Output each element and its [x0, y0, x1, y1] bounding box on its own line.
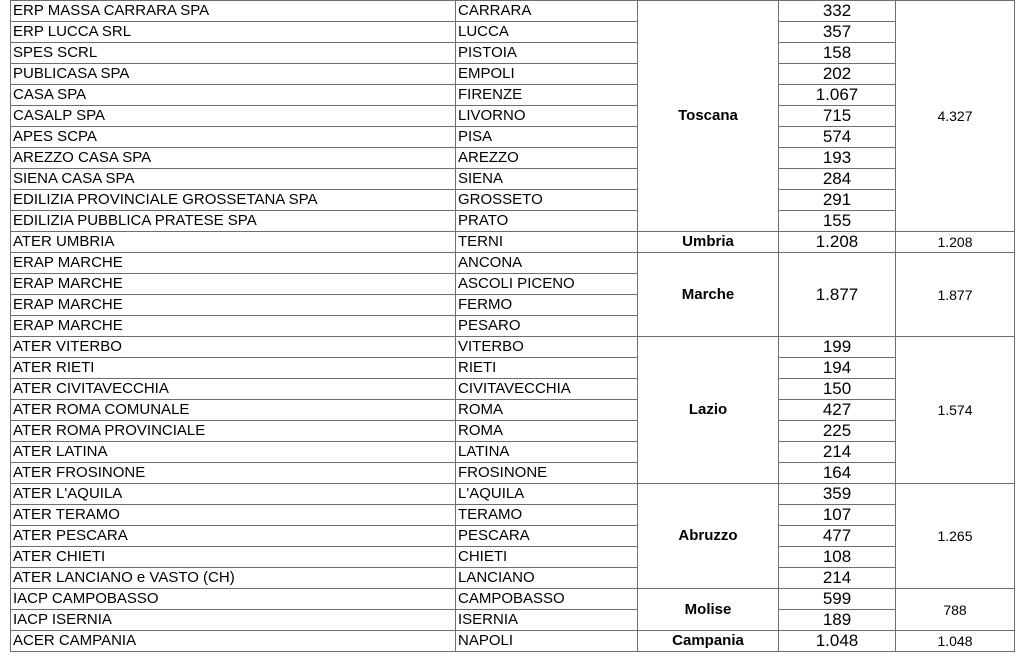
- region-cell: Campania: [638, 631, 779, 652]
- region-total-cell: 1.574: [896, 337, 1015, 484]
- value-cell: 155: [779, 211, 896, 232]
- table-row: [11, 127, 1015, 148]
- value-cell: 194: [779, 358, 896, 379]
- city-cell: TERAMO: [456, 505, 638, 526]
- agency-name-cell: ATER L'AQUILA: [11, 484, 456, 505]
- region-cell: Umbria: [638, 232, 779, 253]
- agency-name-cell: ERP LUCCA SRL: [11, 22, 456, 43]
- city-cell: CIVITAVECCHIA: [456, 379, 638, 400]
- region-total-cell: 4.327: [896, 1, 1015, 232]
- value-cell: 214: [779, 442, 896, 463]
- table-row: [11, 400, 1015, 421]
- table-row: [11, 547, 1015, 568]
- agency-name-cell: ATER RIETI: [11, 358, 456, 379]
- city-cell: VITERBO: [456, 337, 638, 358]
- city-cell: ANCONA: [456, 253, 638, 274]
- city-cell: CHIETI: [456, 547, 638, 568]
- city-cell: AREZZO: [456, 148, 638, 169]
- city-cell: ROMA: [456, 421, 638, 442]
- value-cell: 1.877: [779, 253, 896, 337]
- value-cell: 108: [779, 547, 896, 568]
- city-cell: PISA: [456, 127, 638, 148]
- table-row: [11, 1, 1015, 22]
- agency-name-cell: ATER PESCARA: [11, 526, 456, 547]
- value-cell: 193: [779, 148, 896, 169]
- table-row: [11, 442, 1015, 463]
- city-cell: CAMPOBASSO: [456, 589, 638, 610]
- table-row: [11, 64, 1015, 85]
- table-row: [11, 631, 1015, 652]
- city-cell: LANCIANO: [456, 568, 638, 589]
- table-row: [11, 610, 1015, 631]
- agency-name-cell: ATER UMBRIA: [11, 232, 456, 253]
- city-cell: PRATO: [456, 211, 638, 232]
- agency-name-cell: SPES SCRL: [11, 43, 456, 64]
- value-cell: 332: [779, 1, 896, 22]
- city-cell: PESARO: [456, 316, 638, 337]
- agency-name-cell: ATER CHIETI: [11, 547, 456, 568]
- city-cell: FIRENZE: [456, 85, 638, 106]
- value-cell: 715: [779, 106, 896, 127]
- table-row: [11, 85, 1015, 106]
- agency-name-cell: AREZZO CASA SPA: [11, 148, 456, 169]
- region-total-cell: 1.265: [896, 484, 1015, 589]
- table-row: [11, 526, 1015, 547]
- agency-name-cell: APES SCPA: [11, 127, 456, 148]
- table-row: [11, 358, 1015, 379]
- city-cell: ASCOLI PICENO: [456, 274, 638, 295]
- city-cell: ROMA: [456, 400, 638, 421]
- city-cell: RIETI: [456, 358, 638, 379]
- value-cell: 164: [779, 463, 896, 484]
- value-cell: 291: [779, 190, 896, 211]
- table-row: [11, 379, 1015, 400]
- city-cell: FERMO: [456, 295, 638, 316]
- table-row: [11, 337, 1015, 358]
- table-row: [11, 589, 1015, 610]
- city-cell: NAPOLI: [456, 631, 638, 652]
- city-cell: TERNI: [456, 232, 638, 253]
- value-cell: 359: [779, 484, 896, 505]
- agency-name-cell: ATER ROMA COMUNALE: [11, 400, 456, 421]
- city-cell: EMPOLI: [456, 64, 638, 85]
- table-row: [11, 169, 1015, 190]
- agency-name-cell: IACP ISERNIA: [11, 610, 456, 631]
- agency-name-cell: ATER TERAMO: [11, 505, 456, 526]
- value-cell: 150: [779, 379, 896, 400]
- city-cell: L'AQUILA: [456, 484, 638, 505]
- city-cell: LATINA: [456, 442, 638, 463]
- agency-name-cell: ERAP MARCHE: [11, 274, 456, 295]
- city-cell: CARRARA: [456, 1, 638, 22]
- region-total-cell: 1.877: [896, 253, 1015, 337]
- city-cell: SIENA: [456, 169, 638, 190]
- table-row: [11, 484, 1015, 505]
- city-cell: GROSSETO: [456, 190, 638, 211]
- value-cell: 477: [779, 526, 896, 547]
- table-row: [11, 106, 1015, 127]
- table-body: [11, 1, 1015, 652]
- agency-name-cell: ATER CIVITAVECCHIA: [11, 379, 456, 400]
- region-cell: Toscana: [638, 1, 779, 232]
- agency-name-cell: ERAP MARCHE: [11, 295, 456, 316]
- agency-name-cell: ATER LANCIANO e VASTO (CH): [11, 568, 456, 589]
- agency-name-cell: ATER FROSINONE: [11, 463, 456, 484]
- value-cell: 574: [779, 127, 896, 148]
- agency-name-cell: ATER ROMA PROVINCIALE: [11, 421, 456, 442]
- table-row: [11, 190, 1015, 211]
- region-cell: Lazio: [638, 337, 779, 484]
- housing-agencies-table: [10, 0, 1015, 652]
- city-cell: LIVORNO: [456, 106, 638, 127]
- agency-name-cell: ERAP MARCHE: [11, 316, 456, 337]
- value-cell: 427: [779, 400, 896, 421]
- agency-name-cell: ACER CAMPANIA: [11, 631, 456, 652]
- value-cell: 599: [779, 589, 896, 610]
- value-cell: 1.048: [779, 631, 896, 652]
- value-cell: 189: [779, 610, 896, 631]
- value-cell: 1.067: [779, 85, 896, 106]
- agency-name-cell: ERAP MARCHE: [11, 253, 456, 274]
- city-cell: FROSINONE: [456, 463, 638, 484]
- agency-name-cell: ERP MASSA CARRARA SPA: [11, 1, 456, 22]
- region-total-cell: 788: [896, 589, 1015, 631]
- agency-name-cell: EDILIZIA PUBBLICA PRATESE SPA: [11, 211, 456, 232]
- agency-name-cell: IACP CAMPOBASSO: [11, 589, 456, 610]
- value-cell: 107: [779, 505, 896, 526]
- city-cell: PISTOIA: [456, 43, 638, 64]
- agency-name-cell: PUBLICASA SPA: [11, 64, 456, 85]
- value-cell: 202: [779, 64, 896, 85]
- value-cell: 225: [779, 421, 896, 442]
- value-cell: 214: [779, 568, 896, 589]
- agency-name-cell: SIENA CASA SPA: [11, 169, 456, 190]
- table-row: [11, 43, 1015, 64]
- city-cell: LUCCA: [456, 22, 638, 43]
- agency-name-cell: ATER LATINA: [11, 442, 456, 463]
- region-total-cell: 1.048: [896, 631, 1015, 652]
- table-row: [11, 505, 1015, 526]
- table-row: [11, 22, 1015, 43]
- table-row: [11, 568, 1015, 589]
- agency-name-cell: ATER VITERBO: [11, 337, 456, 358]
- table-row: [11, 463, 1015, 484]
- table-row: [11, 148, 1015, 169]
- table-row: [11, 253, 1015, 274]
- agency-name-cell: EDILIZIA PROVINCIALE GROSSETANA SPA: [11, 190, 456, 211]
- table-row: [11, 421, 1015, 442]
- value-cell: 1.208: [779, 232, 896, 253]
- agency-name-cell: CASALP SPA: [11, 106, 456, 127]
- region-cell: Abruzzo: [638, 484, 779, 589]
- agency-name-cell: CASA SPA: [11, 85, 456, 106]
- region-cell: Marche: [638, 253, 779, 337]
- value-cell: 284: [779, 169, 896, 190]
- table-row: [11, 211, 1015, 232]
- city-cell: ISERNIA: [456, 610, 638, 631]
- table-row: [11, 232, 1015, 253]
- region-total-cell: 1.208: [896, 232, 1015, 253]
- value-cell: 199: [779, 337, 896, 358]
- region-cell: Molise: [638, 589, 779, 631]
- value-cell: 158: [779, 43, 896, 64]
- city-cell: PESCARA: [456, 526, 638, 547]
- value-cell: 357: [779, 22, 896, 43]
